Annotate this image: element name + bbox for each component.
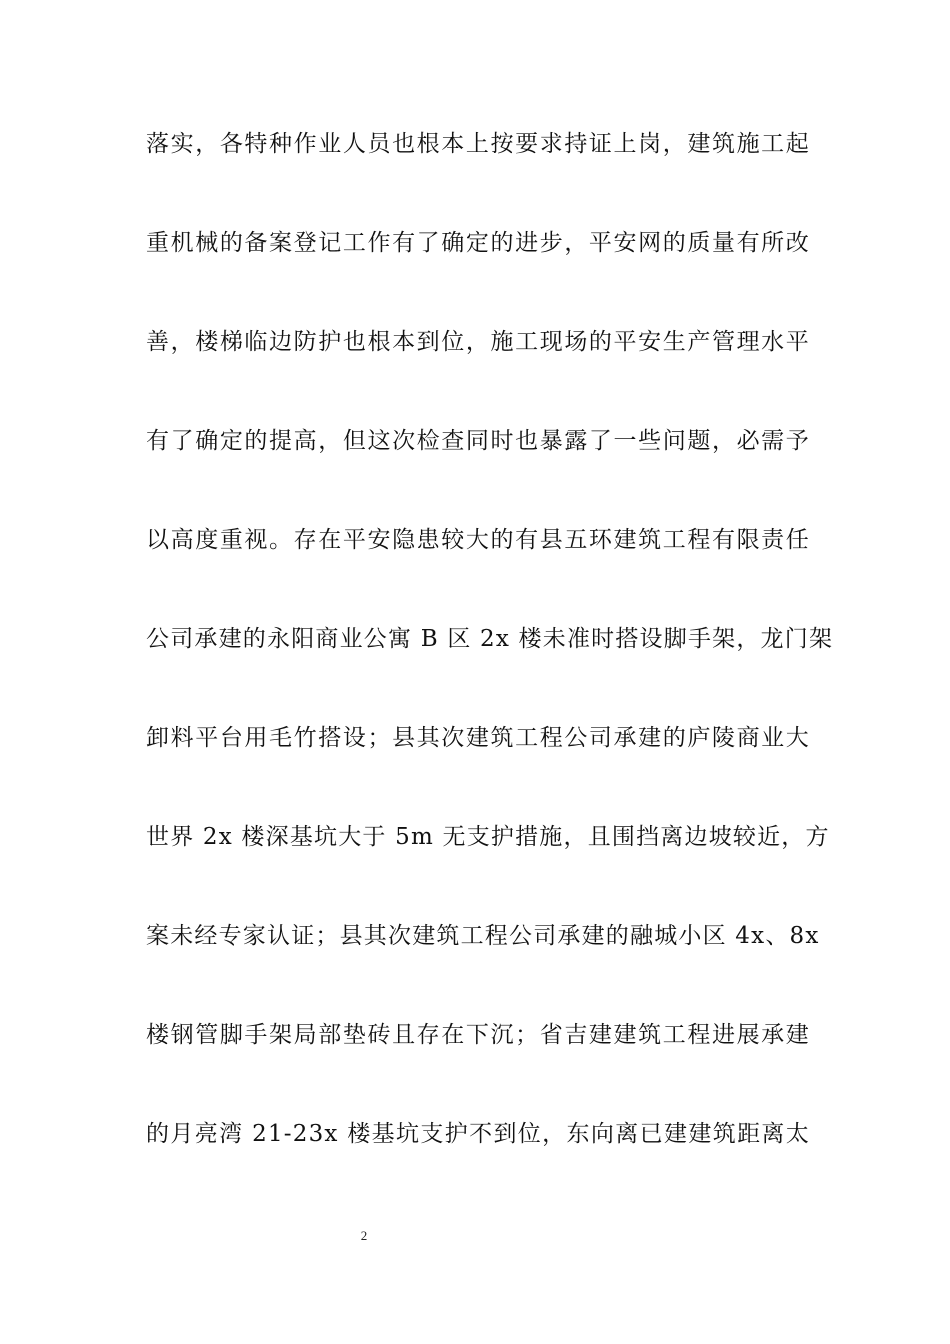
text-line: 卸料平台用毛竹搭设；县其次建筑工程公司承建的庐陵商业大 xyxy=(146,725,810,751)
text-line: 的月亮湾 21-23x 楼基坑支护不到位，东向离已建建筑距离太 xyxy=(146,1121,810,1147)
text-line: 落实，各特种作业人员也根本上按要求持证上岗，建筑施工起 xyxy=(146,131,810,157)
text-line: 以高度重视。存在平安隐患较大的有县五环建筑工程有限责任 xyxy=(146,527,810,553)
page-number: 2 xyxy=(360,1228,368,1243)
text-line: 善，楼梯临边防护也根本到位，施工现场的平安生产管理水平 xyxy=(146,329,810,355)
text-line: 公司承建的永阳商业公寓 B 区 2x 楼未准时搭设脚手架，龙门架 xyxy=(146,626,834,652)
text-line: 有了确定的提高，但这次检查同时也暴露了一些问题，必需予 xyxy=(146,428,810,454)
body-paragraph xyxy=(146,128,834,1217)
text-line: 重机械的备案登记工作有了确定的进步，平安网的质量有所改 xyxy=(146,230,810,256)
text-line: 案未经专家认证；县其次建筑工程公司承建的融城小区 4x、8x xyxy=(146,923,820,949)
text-line: 楼钢管脚手架局部垫砖且存在下沉；省吉建建筑工程进展承建 xyxy=(146,1022,810,1048)
text-line: 世界 2x 楼深基坑大于 5m 无支护措施，且围挡离边坡较近，方 xyxy=(146,824,830,850)
